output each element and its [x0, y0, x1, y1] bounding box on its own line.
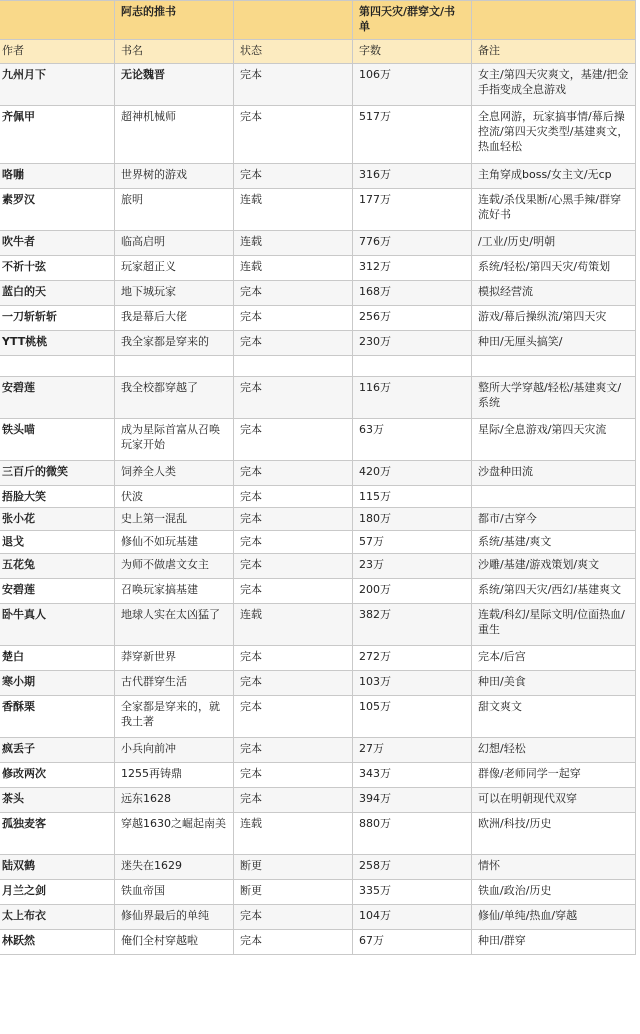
notes-cell: 铁血/政治/历史	[472, 880, 636, 905]
title-empty-cell	[0, 1, 115, 40]
table-row	[0, 604, 636, 646]
author-cell: 铁头喵	[0, 419, 115, 461]
author-cell: 齐佩甲	[0, 106, 115, 164]
table-row	[0, 880, 636, 905]
author-cell: 五花兔	[0, 554, 115, 579]
words-cell: 517万	[353, 106, 472, 164]
author-cell: 素罗汉	[0, 189, 115, 231]
words-cell: 63万	[353, 419, 472, 461]
table-row	[0, 164, 636, 189]
notes-cell: 模拟经营流	[472, 281, 636, 306]
status-cell	[234, 356, 353, 377]
book-cell: 地下城玩家	[115, 281, 234, 306]
book-cell: 我是幕后大佬	[115, 306, 234, 331]
notes-cell: 系统/基建/爽文	[472, 531, 636, 554]
words-cell: 116万	[353, 377, 472, 419]
status-cell: 完本	[234, 763, 353, 788]
author-cell: 太上布衣	[0, 905, 115, 930]
words-cell: 230万	[353, 331, 472, 356]
status-cell: 完本	[234, 508, 353, 531]
words-cell: 880万	[353, 813, 472, 855]
book-cell: 召唤玩家搞基建	[115, 579, 234, 604]
words-cell	[353, 356, 472, 377]
words-cell: 57万	[353, 531, 472, 554]
book-cell: 铁血帝国	[115, 880, 234, 905]
words-cell: 23万	[353, 554, 472, 579]
author-cell: YTT桃桃	[0, 331, 115, 356]
notes-cell: 游戏/幕后操纵流/第四天灾	[472, 306, 636, 331]
status-cell: 完本	[234, 281, 353, 306]
table-row	[0, 508, 636, 531]
table-row	[0, 281, 636, 306]
status-cell: 完本	[234, 377, 353, 419]
list-title: 阿志的推书	[115, 1, 234, 40]
book-cell: 我全校都穿越了	[115, 377, 234, 419]
notes-cell: 系统/轻松/第四天灾/苟策划	[472, 256, 636, 281]
header-book: 书名	[115, 40, 234, 64]
words-cell: 168万	[353, 281, 472, 306]
notes-cell	[472, 486, 636, 508]
notes-cell: 修仙/单纯/热血/穿越	[472, 905, 636, 930]
author-cell: 茶头	[0, 788, 115, 813]
book-cell: 穿越1630之崛起南美	[115, 813, 234, 855]
table-row	[0, 671, 636, 696]
notes-cell: 沙雕/基建/游戏策划/爽文	[472, 554, 636, 579]
words-cell: 115万	[353, 486, 472, 508]
author-cell: 安碧莲	[0, 377, 115, 419]
table-row	[0, 189, 636, 231]
notes-cell: 女主/第四天灾爽文，基建/把金手指变成全息游戏	[472, 64, 636, 106]
book-cell: 修仙不如玩基建	[115, 531, 234, 554]
words-cell: 27万	[353, 738, 472, 763]
author-cell: 九州月下	[0, 64, 115, 106]
table-row	[0, 331, 636, 356]
status-cell: 连载	[234, 256, 353, 281]
table-row	[0, 738, 636, 763]
notes-cell: 幻想/轻松	[472, 738, 636, 763]
table-row	[0, 531, 636, 554]
status-cell: 连载	[234, 231, 353, 256]
words-cell: 343万	[353, 763, 472, 788]
header-notes: 备注	[472, 40, 636, 64]
words-cell: 420万	[353, 461, 472, 486]
table-row	[0, 356, 636, 377]
words-cell: 316万	[353, 164, 472, 189]
book-cell: 为师不做虐文女主	[115, 554, 234, 579]
author-cell: 陆双鹤	[0, 855, 115, 880]
header-author: 作者	[0, 40, 115, 64]
book-cell: 1255再铸鼎	[115, 763, 234, 788]
words-cell: 258万	[353, 855, 472, 880]
book-cell: 俺们全村穿越啦	[115, 930, 234, 955]
author-cell: 三百斤的微笑	[0, 461, 115, 486]
notes-cell: 主角穿成boss/女主文/无cp	[472, 164, 636, 189]
book-cell: 超神机械师	[115, 106, 234, 164]
author-cell: 不祈十弦	[0, 256, 115, 281]
book-cell: 莽穿新世界	[115, 646, 234, 671]
words-cell: 105万	[353, 696, 472, 738]
book-cell: 伏波	[115, 486, 234, 508]
author-cell: 月兰之剑	[0, 880, 115, 905]
notes-cell: 种田/美食	[472, 671, 636, 696]
author-cell: 蓝白的天	[0, 281, 115, 306]
list-subtitle: 第四天灾/群穿文/书单	[353, 1, 472, 40]
status-cell: 完本	[234, 905, 353, 930]
status-cell: 完本	[234, 64, 353, 106]
words-cell: 382万	[353, 604, 472, 646]
notes-cell: 都市/古穿今	[472, 508, 636, 531]
book-cell: 旅明	[115, 189, 234, 231]
book-cell: 地球人实在太凶猛了	[115, 604, 234, 646]
author-cell: 退戈	[0, 531, 115, 554]
book-cell: 饲养全人类	[115, 461, 234, 486]
author-cell	[0, 356, 115, 377]
author-cell: 张小花	[0, 508, 115, 531]
table-row	[0, 763, 636, 788]
author-cell: 疯丢子	[0, 738, 115, 763]
status-cell: 完本	[234, 930, 353, 955]
book-cell: 迷失在1629	[115, 855, 234, 880]
words-cell: 106万	[353, 64, 472, 106]
status-cell: 断更	[234, 880, 353, 905]
status-cell: 完本	[234, 671, 353, 696]
author-cell: 吹牛者	[0, 231, 115, 256]
notes-cell: 完本/后宫	[472, 646, 636, 671]
author-cell: 捂脸大笑	[0, 486, 115, 508]
table-row	[0, 696, 636, 738]
words-cell: 272万	[353, 646, 472, 671]
header-words: 字数	[353, 40, 472, 64]
words-cell: 256万	[353, 306, 472, 331]
table-row	[0, 788, 636, 813]
words-cell: 312万	[353, 256, 472, 281]
author-cell: 寒小期	[0, 671, 115, 696]
author-cell: 香酥栗	[0, 696, 115, 738]
status-cell: 完本	[234, 486, 353, 508]
table-row	[0, 231, 636, 256]
author-cell: 安碧莲	[0, 579, 115, 604]
book-cell	[115, 356, 234, 377]
author-cell: 楚白	[0, 646, 115, 671]
notes-cell: 种田/无厘头搞笑/	[472, 331, 636, 356]
status-cell: 完本	[234, 646, 353, 671]
status-cell: 完本	[234, 106, 353, 164]
table-row	[0, 377, 636, 419]
table-row	[0, 855, 636, 880]
status-cell: 完本	[234, 696, 353, 738]
book-cell: 世界树的游戏	[115, 164, 234, 189]
notes-cell: /工业/历史/明朝	[472, 231, 636, 256]
status-cell: 完本	[234, 554, 353, 579]
notes-cell: 群像/老师同学一起穿	[472, 763, 636, 788]
table-row	[0, 905, 636, 930]
author-cell: 卧牛真人	[0, 604, 115, 646]
author-cell: 林跃然	[0, 930, 115, 955]
words-cell: 394万	[353, 788, 472, 813]
words-cell: 104万	[353, 905, 472, 930]
status-cell: 完本	[234, 531, 353, 554]
header-row	[0, 40, 636, 64]
notes-cell: 可以在明朝现代双穿	[472, 788, 636, 813]
author-cell: 修改两次	[0, 763, 115, 788]
table-row	[0, 579, 636, 604]
book-cell: 全家都是穿来的，就我土著	[115, 696, 234, 738]
notes-cell: 整所大学穿越/轻松/基建爽文/系统	[472, 377, 636, 419]
book-cell: 古代群穿生活	[115, 671, 234, 696]
book-cell: 修仙界最后的单纯	[115, 905, 234, 930]
book-cell: 玩家超正义	[115, 256, 234, 281]
title-empty-cell	[234, 1, 353, 40]
title-row	[0, 1, 636, 40]
author-cell: 一刀斩斩斩	[0, 306, 115, 331]
table-row	[0, 486, 636, 508]
status-cell: 完本	[234, 331, 353, 356]
author-cell: 孤独麦客	[0, 813, 115, 855]
notes-cell: 甜文爽文	[472, 696, 636, 738]
words-cell: 776万	[353, 231, 472, 256]
table-row	[0, 419, 636, 461]
table-row	[0, 256, 636, 281]
words-cell: 177万	[353, 189, 472, 231]
author-cell: 咯嘣	[0, 164, 115, 189]
status-cell: 完本	[234, 788, 353, 813]
status-cell: 连载	[234, 604, 353, 646]
notes-cell: 欧洲/科技/历史	[472, 813, 636, 855]
book-cell: 远东1628	[115, 788, 234, 813]
status-cell: 完本	[234, 738, 353, 763]
notes-cell: 沙盘种田流	[472, 461, 636, 486]
words-cell: 335万	[353, 880, 472, 905]
status-cell: 连载	[234, 813, 353, 855]
status-cell: 完本	[234, 306, 353, 331]
book-cell: 成为星际首富从召唤玩家开始	[115, 419, 234, 461]
words-cell: 180万	[353, 508, 472, 531]
table-row	[0, 646, 636, 671]
notes-cell: 连载/科幻/星际文明/位面热血/重生	[472, 604, 636, 646]
header-status: 状态	[234, 40, 353, 64]
table-row	[0, 461, 636, 486]
notes-cell	[472, 356, 636, 377]
table-row	[0, 930, 636, 955]
words-cell: 200万	[353, 579, 472, 604]
book-cell: 无论魏晋	[115, 64, 234, 106]
notes-cell: 连载/杀伐果断/心黑手辣/群穿流好书	[472, 189, 636, 231]
table-row	[0, 554, 636, 579]
status-cell: 连载	[234, 189, 353, 231]
table-row	[0, 306, 636, 331]
table-row	[0, 813, 636, 855]
status-cell: 完本	[234, 461, 353, 486]
book-cell: 我全家都是穿来的	[115, 331, 234, 356]
table-row	[0, 106, 636, 164]
book-cell: 小兵向前冲	[115, 738, 234, 763]
words-cell: 67万	[353, 930, 472, 955]
table-row	[0, 64, 636, 106]
notes-cell: 全息网游，玩家搞事情/幕后操控流/第四天灾类型/基建爽文，热血轻松	[472, 106, 636, 164]
status-cell: 完本	[234, 164, 353, 189]
notes-cell: 系统/第四天灾/西幻/基建爽文	[472, 579, 636, 604]
book-cell: 临高启明	[115, 231, 234, 256]
words-cell: 103万	[353, 671, 472, 696]
title-empty-cell	[472, 1, 636, 40]
notes-cell: 情怀	[472, 855, 636, 880]
status-cell: 完本	[234, 579, 353, 604]
status-cell: 完本	[234, 419, 353, 461]
notes-cell: 星际/全息游戏/第四天灾流	[472, 419, 636, 461]
notes-cell: 种田/群穿	[472, 930, 636, 955]
status-cell: 断更	[234, 855, 353, 880]
book-cell: 史上第一混乱	[115, 508, 234, 531]
